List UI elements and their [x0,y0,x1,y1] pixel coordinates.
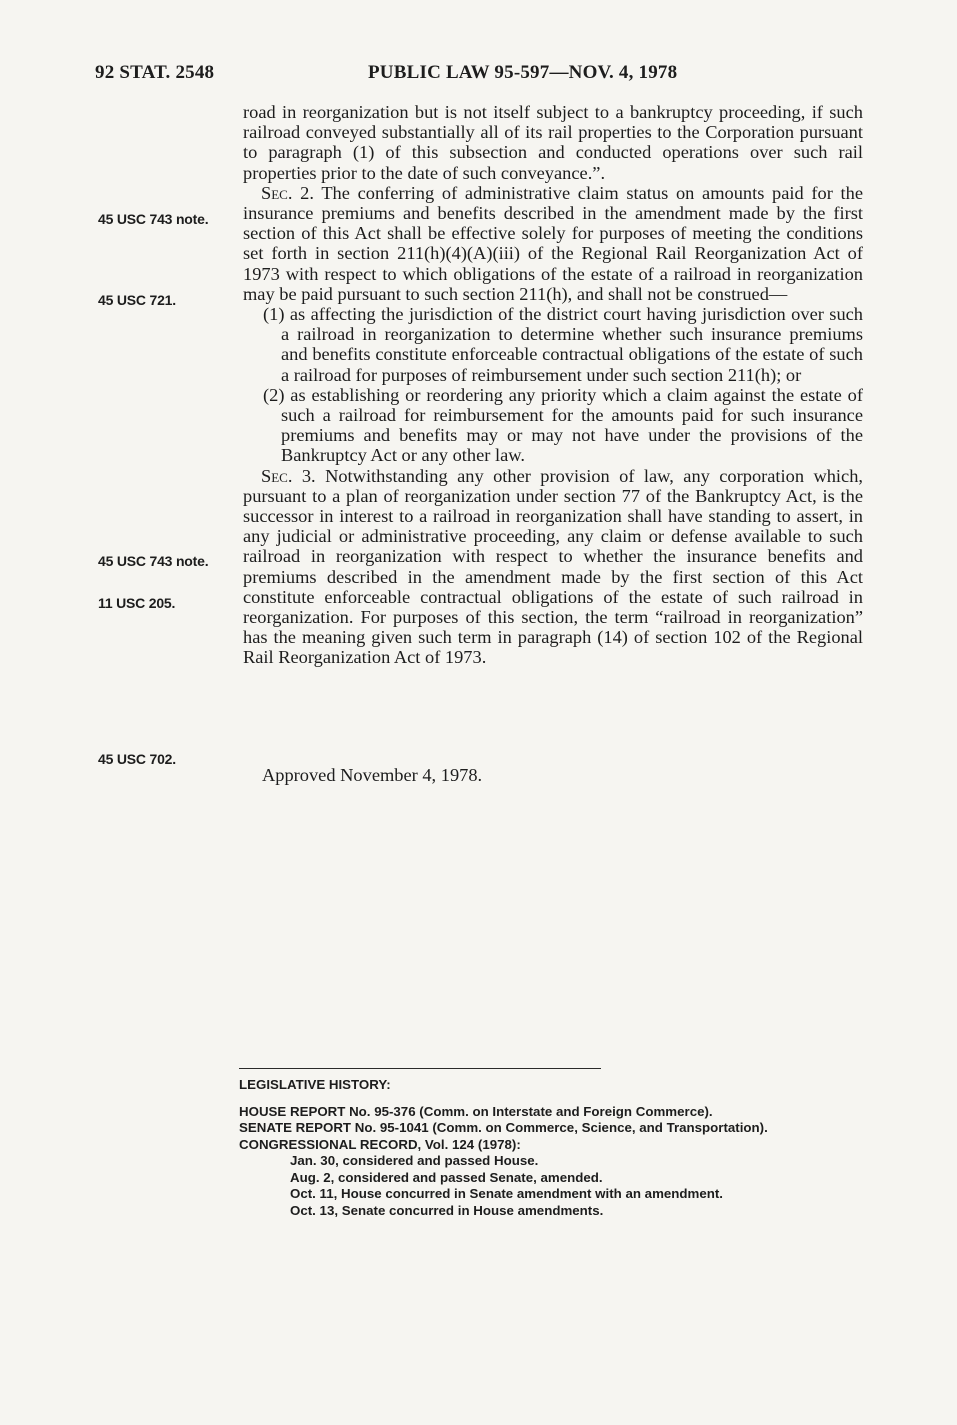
approval-date: Approved November 4, 1978. [262,765,483,785]
continuation-paragraph: road in reorganization but is not itself subject to a bankruptcy proceeding, if such railroad conveyed substantially all of its rail properties to the Corporation pursuant to paragraph (1) of this subsection and conducted operations over such rail properties prior to the date of such conveyance.”. [243,102,863,183]
congressional-record: CONGRESSIONAL RECORD, Vol. 124 (1978): [239,1136,521,1152]
section-2-clause-2: (2) as establishing or reordering any priority which a claim against the estate of such a railroad for reimbursement for the amounts paid for such insurance premiums and benefits may or may not have under the provisions of the Bankruptcy Act or any other law. [263,384,863,466]
margin-note-sec3: 45 USC 743 note. [98,553,209,569]
section-3-label: Sec. 3. [261,465,316,486]
legislative-history-title: LEGISLATIVE HISTORY: [239,1077,391,1092]
history-entry: Oct. 13, Senate concurred in House amendments. [290,1202,604,1218]
section-3-text: Notwithstanding any other provision of law, any corporation which, pursuant to a plan of reorganization under section 77 of the Bankruptcy Act, is the successor in interest to a railroad in reorganization shall have standing to assert, in any judicial or administrative proceeding, any claim or defense available to such railroad in reorganization with respect to whether the insurance benefits and premiums described in the amendment made by the first section of this Act constitute enforceable contractual obligations of the estate of such railroad in reorganization. For purposes of this section, the term “railroad in reorganization” has the meaning given such term in paragraph (14) of section 102 of the Regional Rail Reorganization Act of 1973. [243,465,863,668]
margin-note-bankruptcy: 11 USC 205. [98,595,176,611]
section-2-paragraph [243,183,863,304]
section-2-text: The conferring of administrative claim status on amounts paid for the insurance premiums and benefits described in the amendment made by the first section of this Act shall be effective solely for purposes of meeting the conditions set forth in section 211(h)(4)(A)(iii) of the Regional Rail Reorganization Act of 1973 with respect to which obligations of the estate of a railroad in reorganization may be paid pursuant to such section 211(h), and shall not be construed— [243,182,864,304]
statute-body [243,102,863,668]
section-2-label: Sec. 2. [261,182,314,203]
history-entry: Aug. 2, considered and passed Senate, amended. [290,1169,603,1185]
stat-citation: 92 STAT. 2548 [95,62,215,83]
divider-rule [239,1068,601,1069]
section-3-paragraph [243,466,863,668]
margin-note-regional-rail: 45 USC 721. [98,292,176,308]
legislative-history [239,1076,879,1219]
house-report: HOUSE REPORT No. 95-376 (Comm. on Interstate and Foreign Commerce). [239,1103,713,1119]
senate-report: SENATE REPORT No. 95-1041 (Comm. on Commerce, Science, and Transportation). [239,1120,768,1135]
section-2-clause-1: (1) as affecting the jurisdiction of the district court having jurisdiction over such a railroad in reorganization to determine whether such insurance premiums and benefits constitute enforceable contractual obligations of the estate of such a railroad for purposes of reimbursement under such section 211(h); or [263,304,863,385]
history-entry: Jan. 30, considered and passed House. [290,1153,539,1168]
history-entry: Oct. 11, House concurred in Senate amendment with an amendment. [290,1186,723,1201]
page-title: PUBLIC LAW 95-597—NOV. 4, 1978 [368,62,678,83]
margin-note-sec2: 45 USC 743 note. [98,211,209,227]
margin-note-definition: 45 USC 702. [98,751,176,767]
